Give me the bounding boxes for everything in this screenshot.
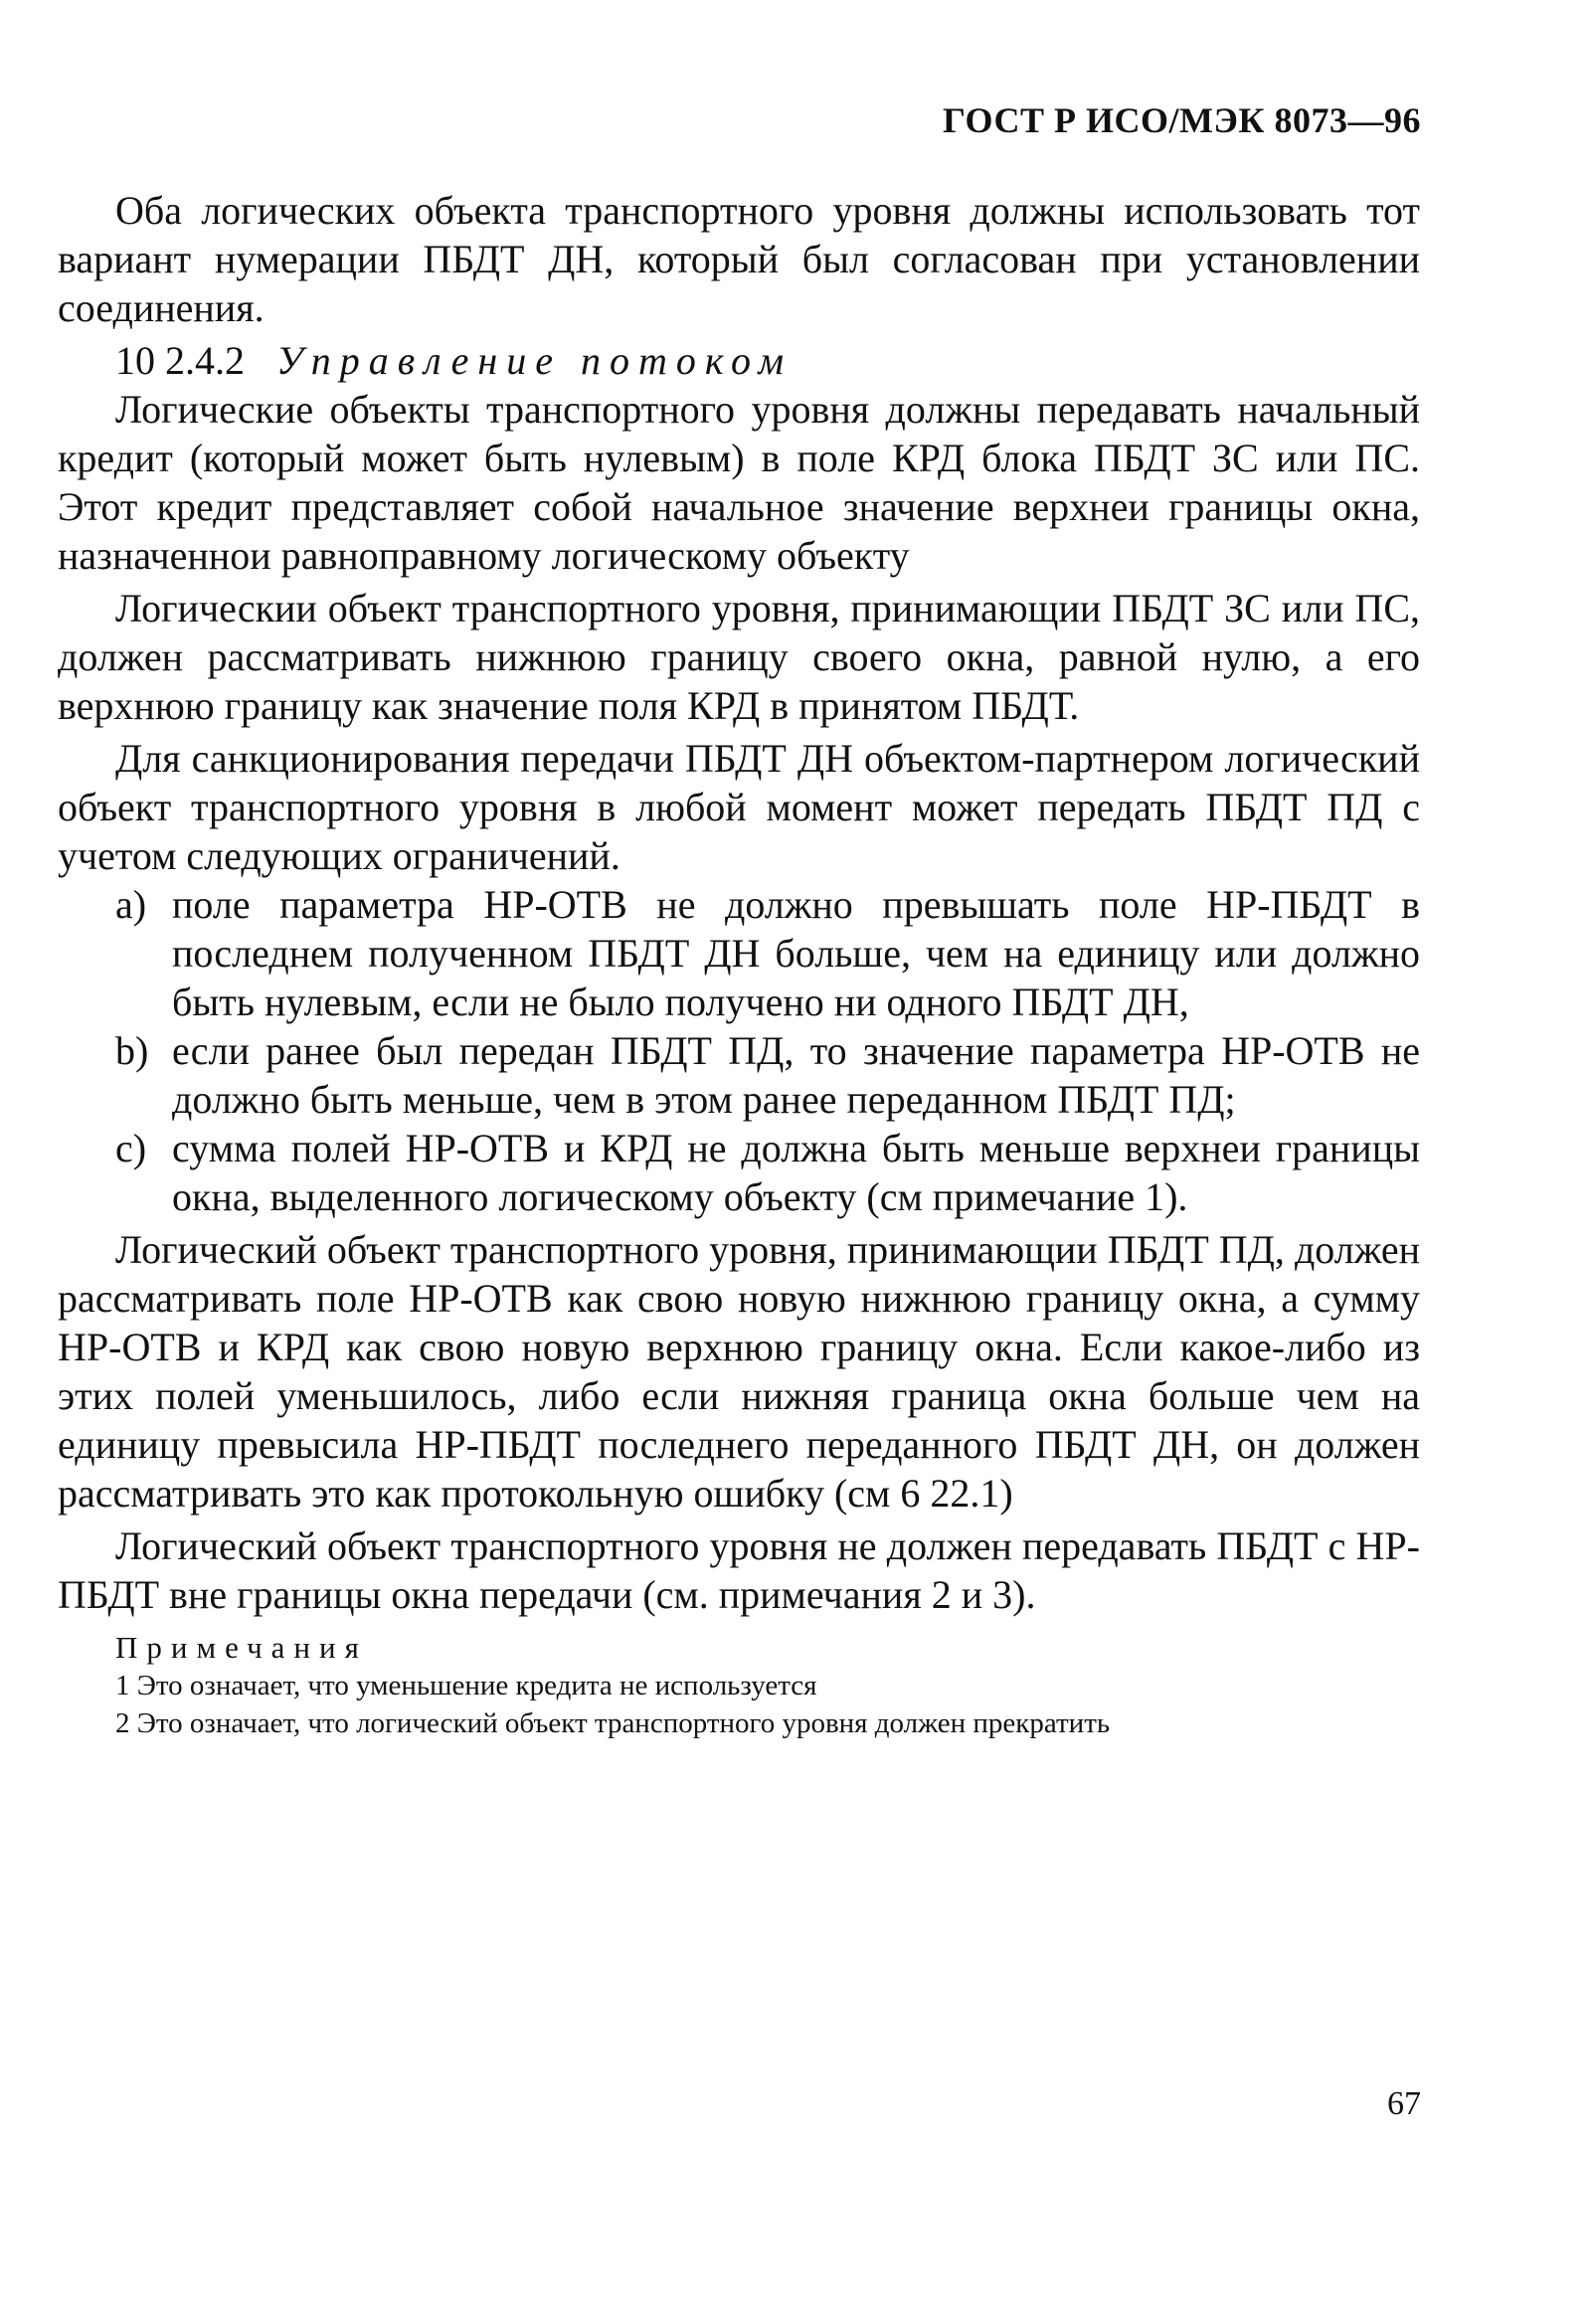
page-body xyxy=(58,186,1420,1742)
page-number: 67 xyxy=(1387,2085,1421,2122)
paragraph-transmit-limit: Логический объект транспортного уровня не должен передавать ПБДТ с НР-ПБДТ вне границы окна передачи (см. примечания 2 и 3). xyxy=(58,1523,1420,1617)
page-header-standard: ГОСТ Р ИСО/МЭК 8073—96 xyxy=(943,100,1421,140)
list-item-text: поле параметра НР-ОТВ не должно превышать поле НР-ПБДТ в последнем полученном ПБДТ ДН больше, чем на единицу или должно быть нулевым, если не было получено ни одного ПБДТ ДН, xyxy=(172,882,1420,1024)
paragraph-numbering-agreement: Оба логических объекта транспортного уровня должны использовать тот вариант нумерации ПБДТ ДН, который был согласован при установлении соединения. xyxy=(58,188,1420,330)
list-item xyxy=(58,880,1420,1026)
note-item: 2 Это означает, что логический объект транспортного уровня должен прекратить xyxy=(115,1707,1111,1739)
notes-section xyxy=(58,1629,1420,1742)
list-item xyxy=(58,1026,1420,1124)
notes-title: Примечания xyxy=(115,1630,368,1665)
list-item-marker: b) xyxy=(115,1028,149,1073)
list-item xyxy=(58,1124,1420,1221)
constraints-list xyxy=(58,880,1420,1221)
paragraph-window-bounds: Логическии объект транспортного уровня, принимающии ПБДТ ЗС или ПС, должен рассматривать нижнюю границу своего окна, равной нулю, а его верхнюю границу как значение поля КРД в принятом ПБДТ. xyxy=(58,586,1420,728)
list-item-marker: a) xyxy=(115,882,147,927)
clause-title: Управление потоком xyxy=(276,338,794,383)
paragraph-authorization: Для санкционирования передачи ПБДТ ДН объектом-партнером логический объект транспортного уровня в любой момент может передать ПБДТ ПД с учетом следующих ограничений. xyxy=(58,736,1420,878)
paragraph-initial-credit: Логические объекты транспортного уровня должны передавать начальный кредит (который может быть нулевым) в поле КРД блока ПБДТ ЗС или ПС. Этот кредит представляет собой начальное значение верхнеи границы окна, назначеннои равноправному логическому объекту xyxy=(58,387,1420,578)
note-item: 1 Это означает, что уменьшение кредита не используется xyxy=(115,1670,817,1701)
list-item-marker: c) xyxy=(115,1126,147,1170)
list-item-text: сумма полей НР-ОТВ и КРД не должна быть меньше верхнеи границы окна, выделенного логическому объекту (см примечание 1). xyxy=(172,1126,1420,1219)
clause-heading xyxy=(58,336,1420,385)
clause-number: 10 2.4.2 xyxy=(115,338,245,383)
list-item-text: если ранее был передан ПБДТ ПД, то значение параметра НР-ОТВ не должно быть меньше, чем в этом ранее переданном ПБДТ ПД; xyxy=(172,1028,1420,1122)
paragraph-receiver-window: Логический объект транспортного уровня, принимающии ПБДТ ПД, должен рассматривать поле НР-ОТВ как свою новую нижнюю границу окна, а сумму НР-ОТВ и КРД как свою новую верхнюю границу окна. Если какое-либо из этих полей уменьшилось, либо если нижняя граница окна больше чем на единицу превысила НР-ПБДТ последнего переданного ПБДТ ДН, он должен рассматривать это как протокольную ошибку (см 6 22.1) xyxy=(58,1227,1420,1516)
